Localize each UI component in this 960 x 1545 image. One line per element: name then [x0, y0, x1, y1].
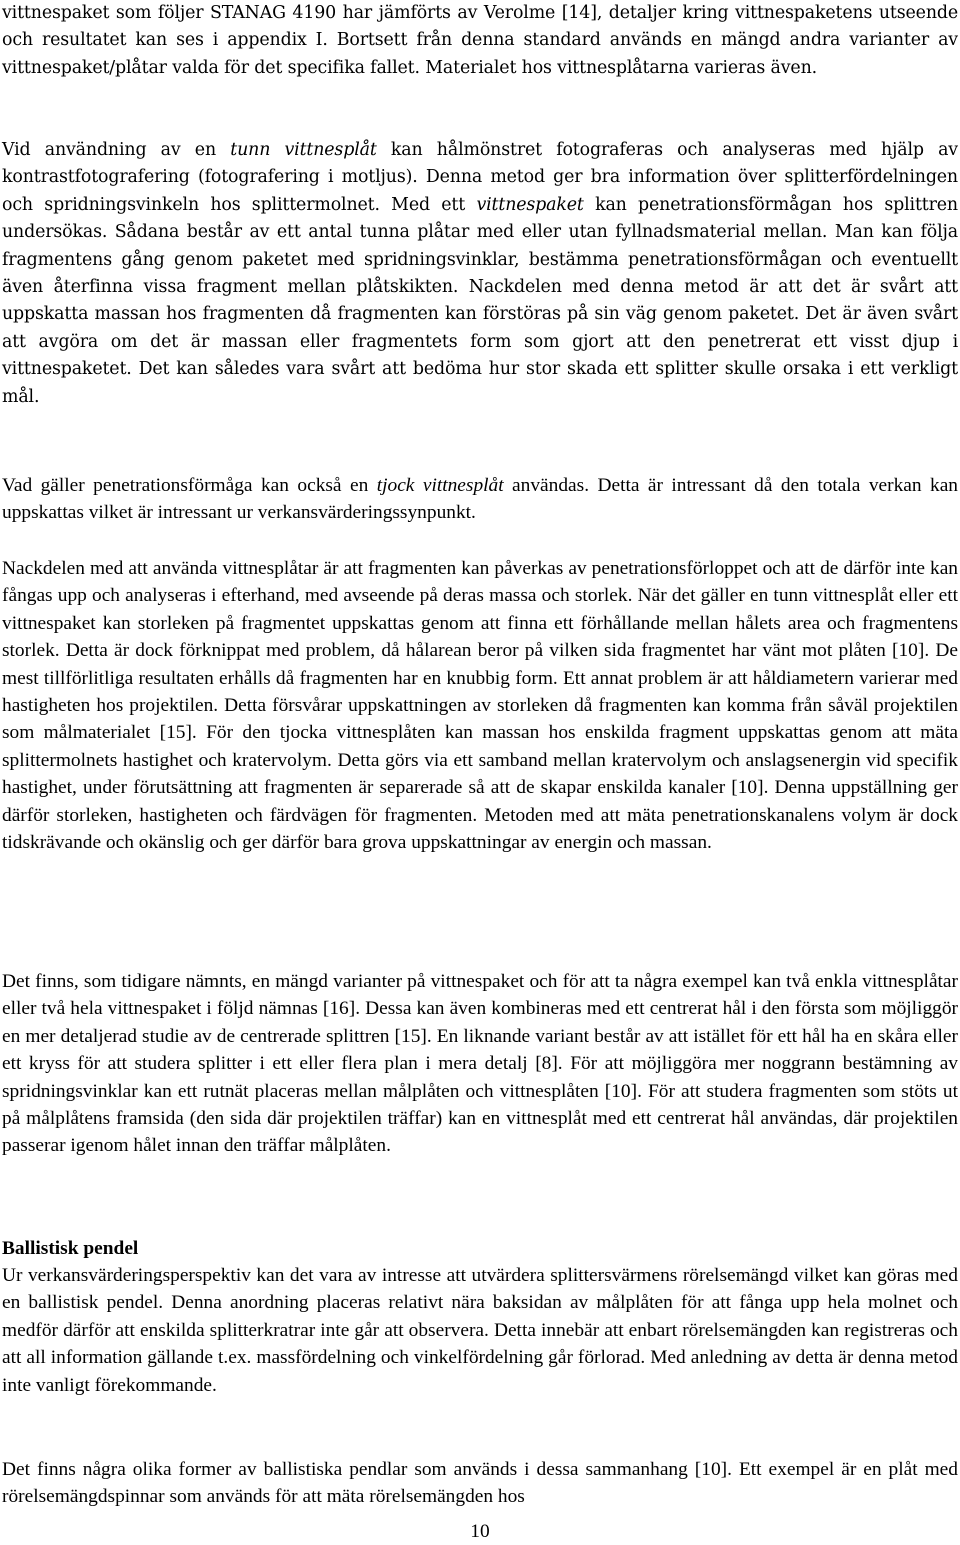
text-run: Nackdelen med att använda vittnesplåtar är att fragmenten kan påverkas av penetrationsförloppet och att de därför inte kan fångas upp och analyseras i efterhand, med avseende på deras massa och storlek. När det gäller en tunn vittnesplåt eller ett vittnespaket kan storleken på fragmentet uppskattas genom att finna ett förhållande mellan hålets area och fragmentens storlek. Detta är dock förknippat med problem, då hålarean beror på vilken sida fragmentet har vänt mot plåten [10]. De mest tillförlitliga resultaten erhålls då fragmenten har en knubbig form. Ett annat problem är att håldiametern varierar med hastigheten hos projektilen. Detta försvårar uppskattningen av storleken då fragmenten kan komma från såväl projektilen som målmaterialet [15]. För den tjocka vittnesplåten kan massan hos enskilda fragment uppskattas genom att mäta splittermolnets hastighet och kratervolym. Detta görs via ett samband mellan kratervolym och anslagsenergin vid specifik hastighet, under förutsättning att fragmenten är separerade så att de skapar enskilda kanaler [10]. Denna uppställning ger därför storleken, hastigheten och färdvägen för fragmenten. Metoden med att mäta penetrationskanalens volym är dock tidskrävande och okänslig och ger därför bara grova uppskattningar av energin och massan.	[2, 558, 958, 854]
italic-term: tunn vittnesplåt	[230, 140, 377, 160]
paragraph-ballistisk-pendel	[2, 1262, 958, 1399]
paragraph-intro	[2, 0, 958, 82]
paragraph-tjock-vittnesplat	[2, 472, 958, 527]
italic-term: vittnespaket	[476, 194, 584, 215]
section-heading-ballistisk-pendel: Ballistisk pendel	[2, 1238, 139, 1259]
text-run: Ur verkansvärderingsperspektiv kan det vara av intresse att utvärdera splittersvärmens rörelsemängd vilket kan göras med en ballistisk pendel. Denna anordning placeras relativt nära baksidan av målplåten för att fånga upp hela molnet och medför därför att enskilda splitterkratrar inte går att observera. Detta innebär att enbart rörelsemängden kan registreras och att all information gällande t.ex. massfördelning och vinkelfördelning går förlorad. Med anledning av detta är denna metod inte vanligt förekommande.	[2, 1265, 958, 1396]
text-run: kan penetrationsförmågan hos splittren undersökas. Sådana består av ett antal tunna plåtar med eller utan fyllnadsmaterial mellan. Man kan följa fragmentens gång genom paketet med spridningsvinklar, bestämma penetrationsförmågan och eventuellt även återfinna vissa fragment mellan plåtskikten. Nackdelen med denna metod är att det är svårt att uppskatta massan hos fragmenten då fragmenten kan förstöras på sin väg genom paketet. Det är även svårt att avgöra om det är massan eller fragmentets form som gjort att den penetrerat ett visst djup i vittnespaketet. Det kan således vara svårt att bedöma hur stor skada ett splitter skulle orsaka i ett verkligt mål.	[2, 194, 958, 407]
text-run: användas. Detta är intressant då den totala verkan kan uppskattas vilket är intressant ur verkansvärderingssynpunkt.	[2, 475, 959, 524]
text-run: Det finns några olika former av ballistiska pendlar som används i dessa sammanhang [10]. Ett exempel är en plåt med rörelsemängdspinnar som används för att mäta rörelsemängden hos	[2, 1459, 958, 1508]
text-run: vittnespaket som följer STANAG 4190 har jämförts av Verolme [14], detaljer kring vittnespaketens utseende och resultatet kan ses i appendix I. Bortsett från denna standard används en mängd andra varianter av vittnespaket/plåtar valda för det specifika fallet. Materialet hos vittnesplåtarna varieras även.	[2, 3, 958, 78]
paragraph-pendlar	[2, 1456, 958, 1511]
page-number: 10	[470, 1521, 490, 1542]
text-run: Det finns, som tidigare nämnts, en mängd varianter på vittnespaket och för att ta några exempel kan två enkla vittnesplåtar eller två hela vittnespaket i följd nämnas [16]. Dessa kan även kombineras med ett centrerat hål i den första som möjliggör en mer detaljerad studie av de centrerade splittren [15]. En liknande variant består av att istället för ett hål ha en skåra eller ett kryss för att studera splitter i ett eller flera plan i mera detalj [8]. För att möjliggöra mer noggrann bestämning av spridningsvinklar kan ett rutnät placeras mellan målplåten och vittnesplåten [10]. För att studera fragmenten som stöts ut på målplåtens framsida (den sida där projektilen träffar) kan en vittnesplåt med ett centrerat hål användas, där projektilen passerar igenom hålet innan den träffar målplåten.	[2, 971, 958, 1157]
text-run: Vad gäller penetrationsförmåga kan också en	[2, 475, 377, 496]
paragraph-nackdelen	[2, 555, 958, 856]
paragraph-tunn-vittnesplat	[2, 137, 958, 411]
text-run: Vid användning av en	[2, 140, 231, 160]
italic-term: tjock vittnesplåt	[376, 475, 504, 496]
paragraph-varianter	[2, 968, 958, 1160]
text-run: kan hålmönstret fotograferas och analyseras med hjälp av kontrastfotografering (fotografering i motljus). Denna metod ger bra information över splitterfördelningen och spridningsvinkeln hos splittermolnet. Med ett	[2, 140, 958, 215]
